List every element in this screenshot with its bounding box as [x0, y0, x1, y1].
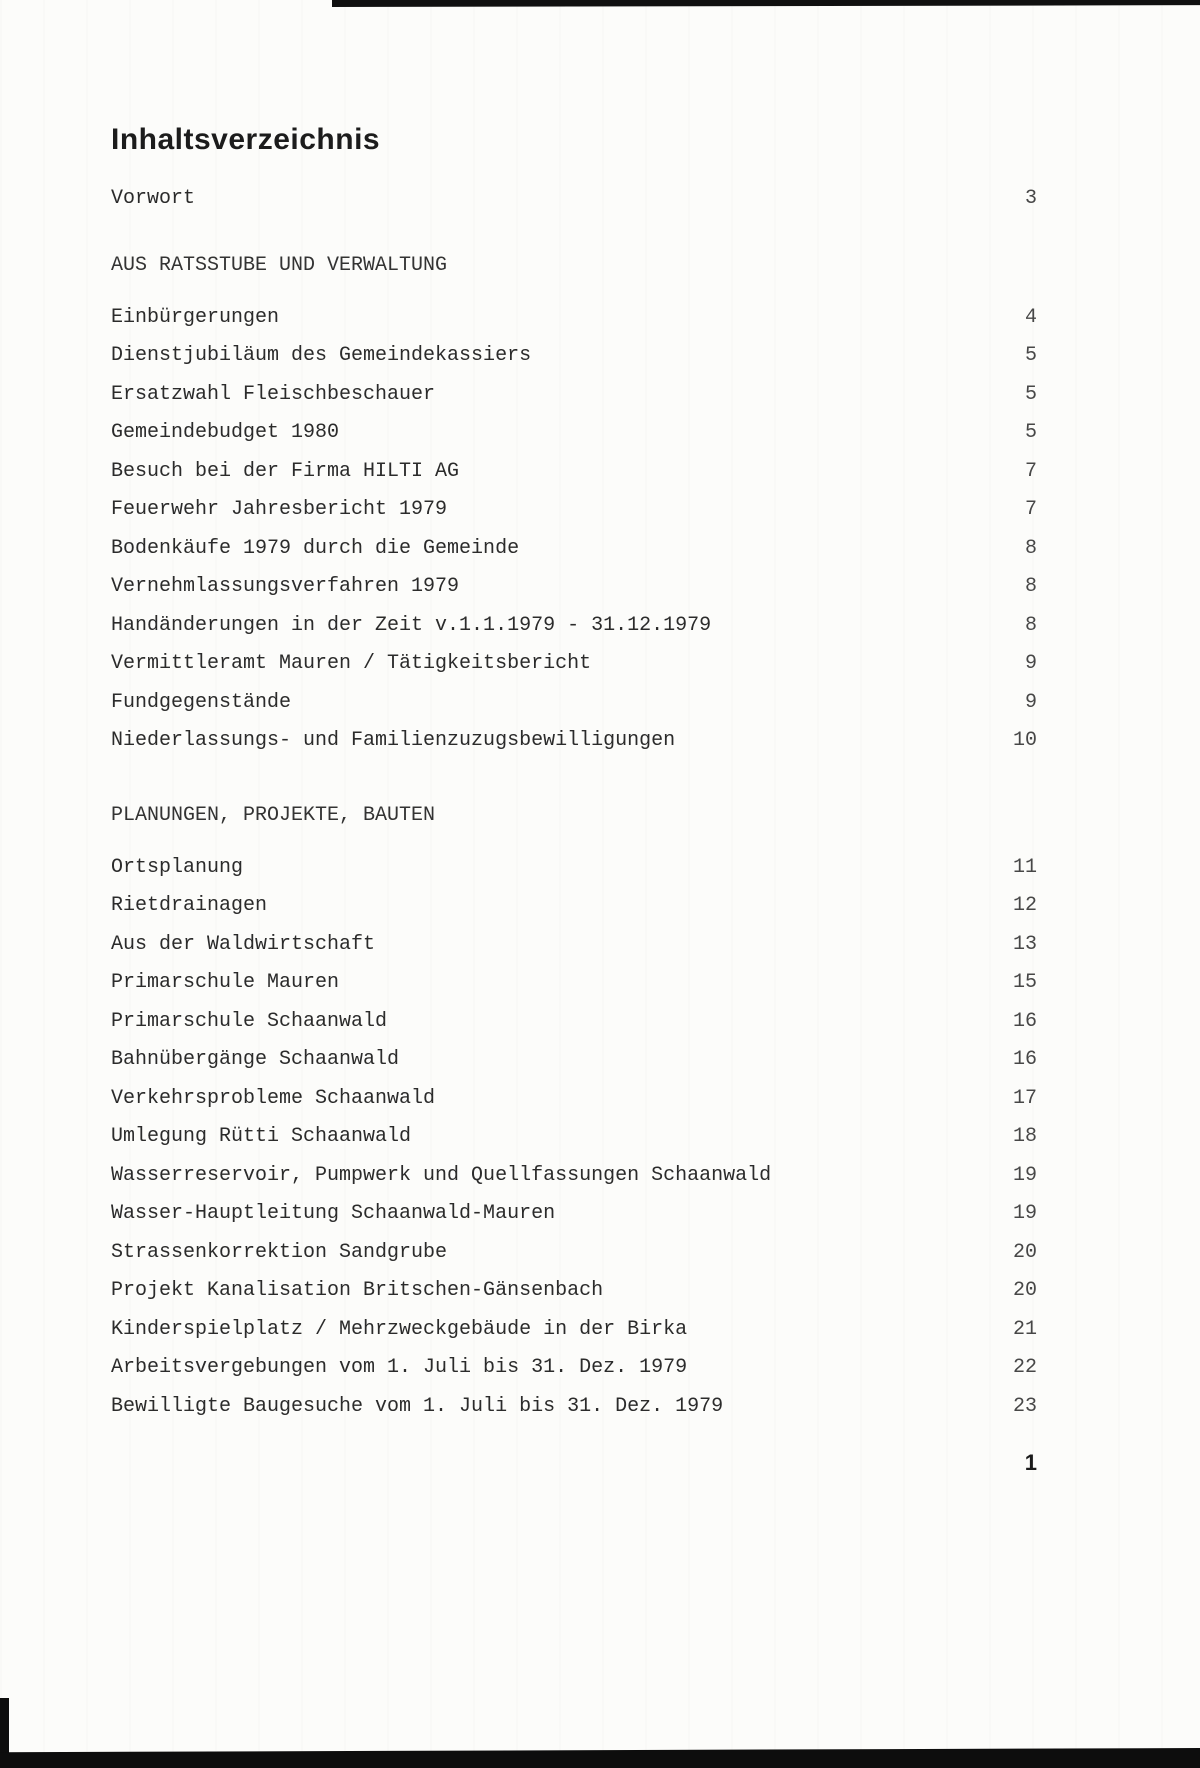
toc-entry-label: Fundgegenstände [111, 690, 292, 714]
toc-entry-page: 5 [1024, 421, 1037, 444]
toc-entry-label: Niederlassungs- und Familienzuzugsbewilligungen [111, 729, 676, 752]
toc-entry-label: Wasser-Hauptleitung Schaanwald-Mauren [111, 1202, 556, 1225]
toc-entry-label: Rietdrainagen [111, 894, 268, 917]
toc-entry-page: 8 [1024, 575, 1037, 598]
toc-entry [111, 376, 1037, 415]
toc-entry-page: 4 [1024, 305, 1037, 329]
toc-entry-page: 16 [1012, 1048, 1037, 1071]
toc-section-items [111, 849, 1037, 1427]
toc-entry-page: 15 [1012, 971, 1037, 994]
toc-entry-page: 13 [1012, 932, 1037, 956]
toc-entry-label: Bodenkäufe 1979 durch die Gemeinde [111, 536, 520, 560]
toc-entry-label: Einbürgerungen [111, 305, 280, 329]
toc-entry-label: Dienstjubiläum des Gemeindekassiers [111, 344, 532, 367]
toc-entry-page: 8 [1024, 536, 1037, 560]
toc-entry [111, 1041, 1037, 1080]
toc-entry-label: Vernehmlassungsverfahren 1979 [111, 575, 460, 598]
toc-entry-page: 7 [1024, 498, 1037, 521]
toc-entry [111, 337, 1037, 376]
table-of-contents [111, 180, 1037, 1426]
toc-entry-label: Primarschule Schaanwald [111, 1009, 388, 1033]
scan-edge-artifact-bottom [0, 1748, 1200, 1768]
toc-entry [111, 849, 1037, 888]
toc-entry [111, 530, 1037, 569]
toc-entry-label: Vorwort [111, 187, 196, 210]
toc-entry-page: 19 [1012, 1163, 1037, 1187]
toc-entry-label: Bewilligte Baugesuche vom 1. Juli bis 31. Dez. 1979 [111, 1394, 724, 1418]
toc-entry [111, 964, 1037, 1003]
toc-entry [111, 568, 1037, 607]
toc-entry [111, 887, 1037, 926]
toc-entry-page: 20 [1012, 1279, 1037, 1302]
toc-entry [111, 1234, 1037, 1273]
toc-section-items [111, 299, 1037, 761]
page-number: 1 [1024, 1450, 1037, 1475]
toc-entry-page: 3 [1024, 187, 1037, 210]
toc-entry [111, 453, 1037, 492]
toc-entry [111, 1349, 1037, 1388]
toc-entry [111, 180, 1037, 219]
toc-entry-page: 9 [1024, 652, 1037, 675]
toc-entry-page: 10 [1012, 729, 1037, 752]
toc-entry-page: 23 [1012, 1394, 1037, 1418]
toc-entry-page: 18 [1012, 1125, 1037, 1148]
toc-entry-label: Wasserreservoir, Pumpwerk und Quellfassungen Schaanwald [111, 1163, 772, 1187]
toc-entry [111, 607, 1037, 646]
toc-entry-page: 20 [1012, 1240, 1037, 1264]
toc-section-heading: AUS RATSSTUBE UND VERWALTUNG [111, 253, 448, 277]
toc-entry-label: Besuch bei der Firma HILTI AG [111, 459, 460, 483]
toc-entry-label: Projekt Kanalisation Britschen-Gänsenbach [111, 1279, 604, 1302]
toc-entry-label: Arbeitsvergebungen vom 1. Juli bis 31. Dez. 1979 [111, 1356, 688, 1379]
toc-entry-page: 8 [1024, 613, 1037, 637]
toc-entry-label: Bahnübergänge Schaanwald [111, 1048, 400, 1071]
toc-entry-page: 11 [1012, 855, 1037, 879]
toc-entry [111, 926, 1037, 965]
toc-entry-label: Kinderspielplatz / Mehrzweckgebäude in der Birka [111, 1317, 688, 1341]
toc-entry-page: 16 [1012, 1009, 1037, 1033]
page-title: Inhaltsverzeichnis [111, 123, 381, 156]
toc-entry-label: Ersatzwahl Fleischbeschauer [111, 382, 436, 406]
toc-entry-label: Strassenkorrektion Sandgrube [111, 1240, 448, 1264]
toc-entry-label: Primarschule Mauren [111, 971, 340, 994]
toc-entry [111, 1157, 1037, 1196]
toc-entry-page: 5 [1024, 344, 1037, 367]
toc-entry-page: 7 [1024, 459, 1037, 483]
toc-entry [111, 722, 1037, 761]
toc-entry [111, 414, 1037, 453]
toc-entry-page: 12 [1012, 894, 1037, 917]
toc-entry [111, 1272, 1037, 1311]
toc-entry [111, 1388, 1037, 1427]
toc-entry [111, 1118, 1037, 1157]
toc-entry-page: 17 [1012, 1086, 1037, 1110]
toc-entry-label: Feuerwehr Jahresbericht 1979 [111, 498, 448, 521]
toc-entry [111, 1080, 1037, 1119]
toc-entry-label: Ortsplanung [111, 855, 244, 879]
toc-entry-page: 21 [1012, 1317, 1037, 1341]
toc-entry-label: Vermittleramt Mauren / Tätigkeitsbericht [111, 652, 592, 675]
toc-entry [111, 1195, 1037, 1234]
toc-entry-label: Aus der Waldwirtschaft [111, 932, 376, 956]
toc-entry-label: Handänderungen in der Zeit v.1.1.1979 - 31.12.1979 [111, 613, 712, 637]
toc-entry-page: 5 [1024, 382, 1037, 406]
toc-entry [111, 299, 1037, 338]
toc-entry-label: Umlegung Rütti Schaanwald [111, 1125, 412, 1148]
toc-entry [111, 1003, 1037, 1042]
toc-entry-page: 9 [1024, 690, 1037, 714]
toc-entry [111, 684, 1037, 723]
toc-entry-label: Verkehrsprobleme Schaanwald [111, 1086, 436, 1110]
toc-section-heading: PLANUNGEN, PROJEKTE, BAUTEN [111, 803, 436, 827]
toc-entry-page: 22 [1012, 1356, 1037, 1379]
toc-entry-label: Gemeindebudget 1980 [111, 421, 340, 444]
toc-entry [111, 491, 1037, 530]
toc-entry [111, 1311, 1037, 1350]
toc-entry [111, 645, 1037, 684]
toc-entry-page: 19 [1012, 1202, 1037, 1225]
